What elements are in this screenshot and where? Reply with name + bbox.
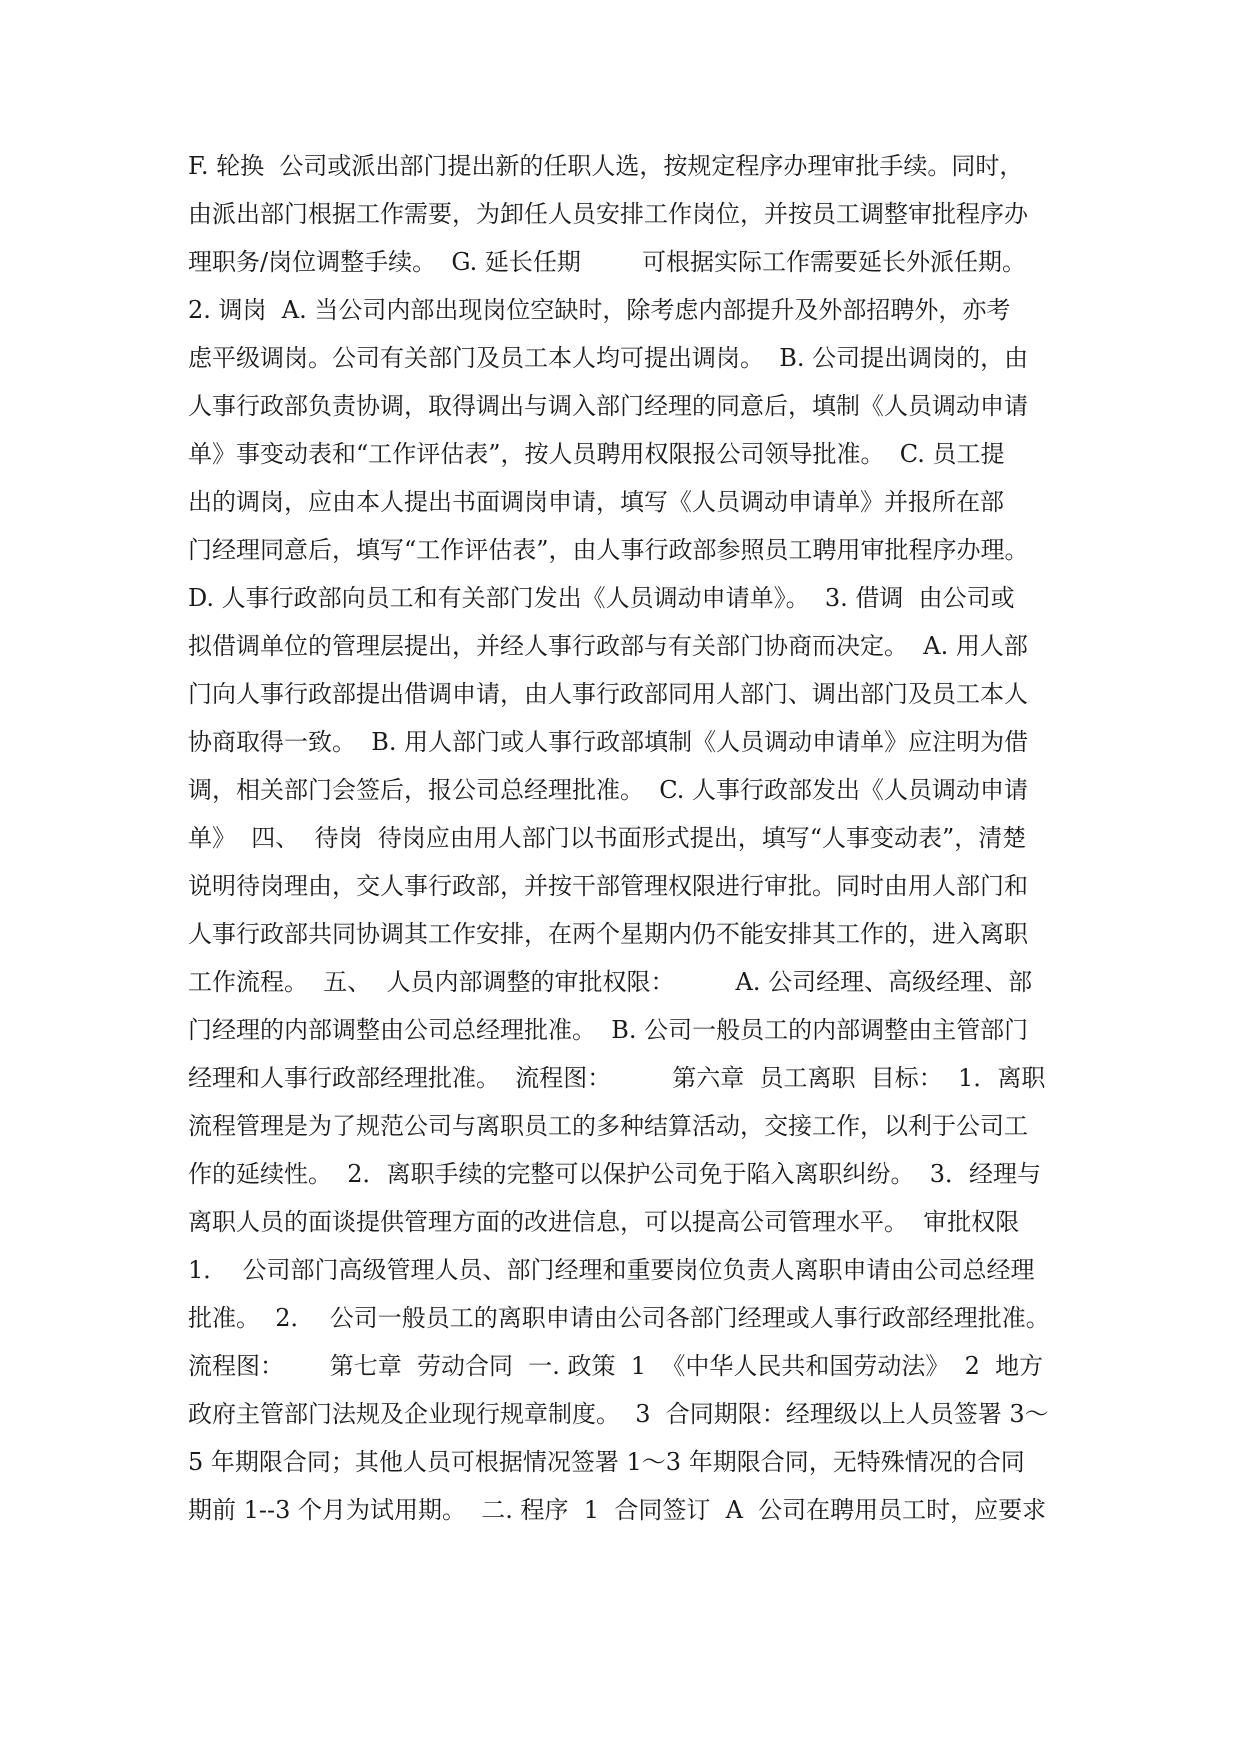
text-line: 工作流程。 五、 人员内部调整的审批权限： A. 公司经理、高级经理、部 bbox=[188, 968, 1033, 996]
text-line: 出的调岗，应由本人提出书面调岗申请，填写《人员调动申请单》并报所在部 bbox=[188, 488, 1004, 516]
text-line: 1． 公司部门高级管理人员、部门经理和重要岗位负责人离职申请由公司总经理 bbox=[188, 1256, 1035, 1284]
text-line: 门向人事行政部提出借调申请，由人事行政部同用人部门、调出部门及员工本人 bbox=[188, 680, 1028, 708]
text-line: 单》 四、 待岗 待岗应由用人部门以书面形式提出，填写“人事变动表”，清楚 bbox=[188, 824, 1027, 852]
text-line: 人事行政部负责协调，取得调出与调入部门经理的同意后，填制《人员调动申请 bbox=[188, 392, 1028, 420]
text-line: 虑平级调岗。公司有关部门及员工本人均可提出调岗。 B. 公司提出调岗的，由 bbox=[188, 344, 1029, 372]
text-line: 政府主管部门法规及企业现行规章制度。 3 合同期限：经理级以上人员签署 3～ bbox=[188, 1400, 1049, 1428]
text-line: 经理和人事行政部经理批准。 流程图： 第六章 员工离职 目标： 1．离职 bbox=[188, 1064, 1046, 1092]
text-line: 流程管理是为了规范公司与离职员工的多种结算活动，交接工作，以利于公司工 bbox=[188, 1112, 1028, 1140]
text-line: 调，相关部门会签后，报公司总经理批准。 C. 人事行政部发出《人员调动申请 bbox=[188, 776, 1029, 804]
text-line: 流程图： 第七章 劳动合同 一. 政策 1 《中华人民共和国劳动法》 2 地方 bbox=[188, 1352, 1044, 1380]
text-line: 作的延续性。 2．离职手续的完整可以保护公司免于陷入离职纠纷。 3．经理与 bbox=[188, 1160, 1042, 1188]
text-line: 2. 调岗 A. 当公司内部出现岗位空缺时，除考虑内部提升及外部招聘外，亦考 bbox=[188, 296, 1011, 324]
text-line: F. 轮换 公司或派出部门提出新的任职人选，按规定程序办理审批手续。同时， bbox=[188, 152, 1024, 180]
text-line: 单》事变动表和“工作评估表”，按人员聘用权限报公司领导批准。 C. 员工提 bbox=[188, 440, 1005, 468]
text-line: 离职人员的面谈提供管理方面的改进信息，可以提高公司管理水平。 审批权限 bbox=[188, 1208, 1020, 1236]
text-line: 期前 1--3 个月为试用期。 二. 程序 1 合同签订 A 公司在聘用员工时，应要求 bbox=[188, 1496, 1047, 1524]
text-line: 人事行政部共同协调其工作安排，在两个星期内仍不能安排其工作的，进入离职 bbox=[188, 920, 1028, 948]
body-text bbox=[188, 142, 1068, 1534]
text-line: 门经理同意后，填写“工作评估表”，由人事行政部参照员工聘用审批程序办理。 bbox=[188, 536, 1029, 564]
text-line: 拟借调单位的管理层提出，并经人事行政部与有关部门协商而决定。 A. 用人部 bbox=[188, 632, 1028, 660]
text-line: 说明待岗理由，交人事行政部，并按干部管理权限进行审批。同时由用人部门和 bbox=[188, 872, 1028, 900]
text-line: 批准。 2． 公司一般员工的离职申请由公司各部门经理或人事行政部经理批准。 bbox=[188, 1304, 1050, 1332]
text-line: 门经理的内部调整由公司总经理批准。 B. 公司一般员工的内部调整由主管部门 bbox=[188, 1016, 1029, 1044]
text-line: 协商取得一致。 B. 用人部门或人事行政部填制《人员调动申请单》应注明为借 bbox=[188, 728, 1029, 756]
text-line: 理职务/岗位调整手续。 G. 延长任期 可根据实际工作需要延长外派任期。 bbox=[188, 248, 1026, 276]
text-line: 5 年期限合同；其他人员可根据情况签署 1～3 年期限合同，无特殊情况的合同 bbox=[188, 1448, 1025, 1476]
text-line: 由派出部门根据工作需要，为卸任人员安排工作岗位，并按员工调整审批程序办 bbox=[188, 200, 1028, 228]
text-line: D. 人事行政部向员工和有关部门发出《人员调动申请单》。 3. 借调 由公司或 bbox=[188, 584, 1015, 612]
